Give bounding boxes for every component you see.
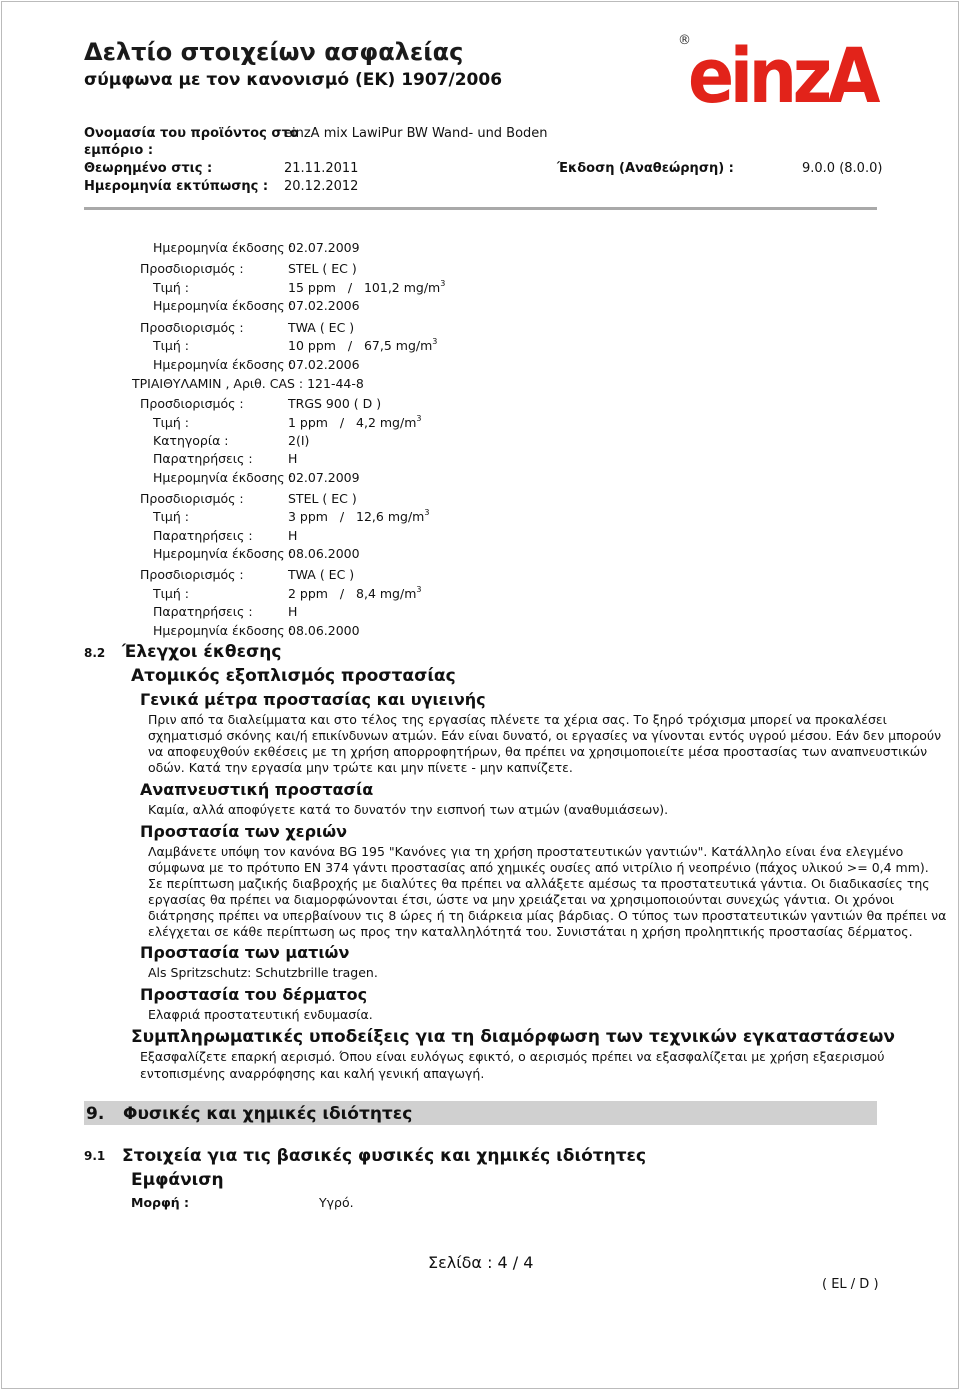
heading-appearance: Εμφάνιση <box>131 1170 224 1190</box>
substance-name: ΤΡΙΑΙΘΥΛΑΜΙΝ , Αριθ. CAS : 121-44-8 <box>132 376 364 391</box>
paragraph-line: ελέγχεται σε κάθε περίπτωση ως προς την καταλληλότητά του. Συνιστάται η χρήση προληπτικής προστασίας δέρματος. <box>148 924 913 939</box>
field-value: TWA ( EC ) <box>288 567 355 582</box>
field-value: 08.06.2000 <box>288 623 360 638</box>
section-title: Έλεγχοι έκθεσης <box>122 642 282 662</box>
field-value: H <box>288 528 298 543</box>
field-label: Παρατηρήσεις : <box>153 528 253 543</box>
print-date-label: Ημερομηνία εκτύπωσης : <box>84 179 269 194</box>
field-label: Ημερομηνία έκδοσης : <box>153 470 293 485</box>
field-value: H <box>288 451 298 466</box>
field-label: Ημερομηνία έκδοσης : <box>153 546 293 561</box>
logo <box>676 22 881 108</box>
logo-text: einzA <box>688 31 881 108</box>
subsection-title: Ατομικός εξοπλισμός προστασίας <box>131 666 456 686</box>
field-value: 10 ppm / 67,5 $mg/m^3$ <box>288 337 438 353</box>
field-value: STEL ( EC ) <box>288 491 357 506</box>
field-value: TWA ( EC ) <box>288 320 355 335</box>
field-label: Προσδιορισμός : <box>140 491 244 506</box>
field-value: TRGS 900 ( D ) <box>288 396 382 411</box>
field-value: STEL ( EC ) <box>288 261 357 276</box>
field-label: Τιμή : <box>153 338 189 353</box>
heading-skin-protection: Προστασία του δέρματος <box>140 985 368 1004</box>
subsection-number: 9.1 <box>84 1149 106 1163</box>
field-label: Τιμή : <box>153 415 189 430</box>
product-label-2: εμπόριο : <box>84 143 154 158</box>
field-label: Παρατηρήσεις : <box>153 604 253 619</box>
subsection-title: Στοιχεία για τις βασικές φυσικές και χημικές ιδιότητες <box>122 1146 647 1166</box>
paragraph-line: οδών. Κατά την εργασία μην τρώτε και μην πίνετε - μην καπνίζετε. <box>148 760 573 775</box>
field-label: Ημερομηνία έκδοσης : <box>153 623 293 638</box>
section-title: Φυσικές και χημικές ιδιότητες <box>123 1104 413 1124</box>
einza-logo-graphic <box>676 22 881 108</box>
paragraph-line: σχηματισμό σκόνης και/ή επικίνδυνων ατμών. Εάν είναι δυνατό, οι εργασίες να γίνονται εντός υγρού μέσου. Εάν δεν μπορούν <box>148 728 942 743</box>
field-value: 02.07.2009 <box>288 240 360 255</box>
field-label: Προσδιορισμός : <box>140 396 244 411</box>
field-label: Τιμή : <box>153 509 189 524</box>
paragraph-line: εργασίας θα πρέπει να διαμορφώνονται έτσι, ώστε να μην χρειάζεται να χρησιμοποιούνται συνεχώς γάντια. Οι χρόνοι <box>148 892 895 907</box>
document-title: Δελτίο στοιχείων ασφαλείας <box>84 38 464 66</box>
form-label: Μορφή : <box>131 1195 190 1210</box>
field-value: 1 ppm / 4,2 $mg/m^3$ <box>288 414 422 430</box>
form-value: Υγρό. <box>319 1195 354 1210</box>
field-label: Προσδιορισμός : <box>140 320 244 335</box>
heading-general-measures: Γενικά μέτρα προστασίας και υγιεινής <box>140 690 486 709</box>
registered-mark: ® <box>678 33 691 48</box>
field-value: 2(I) <box>288 433 310 448</box>
field-value: H <box>288 604 298 619</box>
paragraph-line: να αποφευχθούν εκθέσεις με τη χρήση απορροφητήρων, θα πρέπει να χρησιμοποιείτε μέσα προστασίας των αναπνευστικών <box>148 744 928 759</box>
paragraph-line: διάτρησης πρέπει να υπερβαίνουν τις 8 ώρες ή τη διάρκεια μίας βάρδιας. Ο τύπος των προστατευτικών γαντιών θα πρέπει να <box>148 908 947 923</box>
field-label: Προσδιορισμός : <box>140 567 244 582</box>
paragraph-line: εντοπισμένης αναρρόφησης και καλή γενική απαγωγή. <box>140 1066 485 1081</box>
field-value: 07.02.2006 <box>288 298 360 313</box>
paragraph-line: σύμφωνα με το πρότυπο EN 374 γάντι προστασίας από χημικές ουσίες από νιτρίλιο ή νεοπρένιο (πάχος υλικού >= 0,4 mm). <box>148 860 929 875</box>
heading-eye-protection: Προστασία των ματιών <box>140 943 350 962</box>
field-value: 3 ppm / 12,6 $mg/m^3$ <box>288 508 430 524</box>
section-number: 8.2 <box>84 646 106 660</box>
field-value: 08.06.2000 <box>288 546 360 561</box>
field-value: 15 ppm / 101,2 $mg/m^3$ <box>288 279 446 295</box>
field-label: Ημερομηνία έκδοσης : <box>153 298 293 313</box>
paragraph-line: Σε περίπτωση μαζικής διαβροχής με διαλύτες θα πρέπει να αλλάξετε αμέσως τα προστατευτικά γάντια. Οι διαδικασίες της <box>148 876 930 891</box>
field-label: Τιμή : <box>153 280 189 295</box>
version-value: 9.0.0 (8.0.0) <box>802 161 883 176</box>
heading-hand-protection: Προστασία των χεριών <box>140 822 348 841</box>
reviewed-label: Θεωρημένο στις : <box>84 161 213 176</box>
reviewed-date: 21.11.2011 <box>284 161 359 176</box>
product-label-1: Ονομασία του προϊόντος στο <box>84 126 299 141</box>
paragraph-line: Ελαφριά προστατευτική ενδυμασία. <box>148 1007 373 1022</box>
section-number: 9. <box>86 1104 105 1124</box>
paragraph-line: Als Spritzschutz: Schutzbrille tragen. <box>148 965 378 980</box>
paragraph-line: Καμία, αλλά αποφύγετε κατά το δυνατόν την εισπνοή των ατμών (αναθυμιάσεων). <box>148 802 669 817</box>
paragraph-line: Πριν από τα διαλείμματα και στο τέλος της εργασίας πλένετε τα χέρια σας. Το ξηρό τρόχισμα μπορεί να προκαλέσει <box>148 712 887 727</box>
page-number: Σελίδα : 4 / 4 <box>428 1253 534 1272</box>
heading-technical-measures: Συμπληρωματικές υποδείξεις για τη διαμόρφωση των τεχνικών εγκαταστάσεων <box>131 1027 896 1047</box>
document-subtitle: σύμφωνα με τον κανονισμό (ΕΚ) 1907/2006 <box>84 70 503 90</box>
field-label: Ημερομηνία έκδοσης : <box>153 357 293 372</box>
product-name: einzA mix LawiPur BW Wand- und Boden <box>284 126 548 141</box>
field-label: Τιμή : <box>153 586 189 601</box>
field-value: 07.02.2006 <box>288 357 360 372</box>
language-code: ( EL / D ) <box>822 1277 879 1292</box>
header-divider <box>84 207 877 210</box>
field-value: 2 ppm / 8,4 $mg/m^3$ <box>288 585 422 601</box>
field-label: Παρατηρήσεις : <box>153 451 253 466</box>
field-label: Κατηγορία : <box>153 433 229 448</box>
version-label: Έκδοση (Αναθεώρηση) : <box>557 161 734 176</box>
field-label: Προσδιορισμός : <box>140 261 244 276</box>
paragraph-line: Εξασφαλίζετε επαρκή αερισμό. Όπου είναι ευλόγως εφικτό, ο αερισμός πρέπει να εξασφαλίζεται με χρήση εξαερισμού <box>140 1049 885 1064</box>
field-value: 02.07.2009 <box>288 470 360 485</box>
field-label: Ημερομηνία έκδοσης : <box>153 240 293 255</box>
heading-respiratory: Αναπνευστική προστασία <box>140 780 374 799</box>
paragraph-line: Λαμβάνετε υπόψη τον κανόνα BG 195 "Κανόνες για τη χρήση προστατευτικών γαντιών". Κατάλληλο είναι ένα ελεγμένο <box>148 844 904 859</box>
print-date: 20.12.2012 <box>284 179 359 194</box>
